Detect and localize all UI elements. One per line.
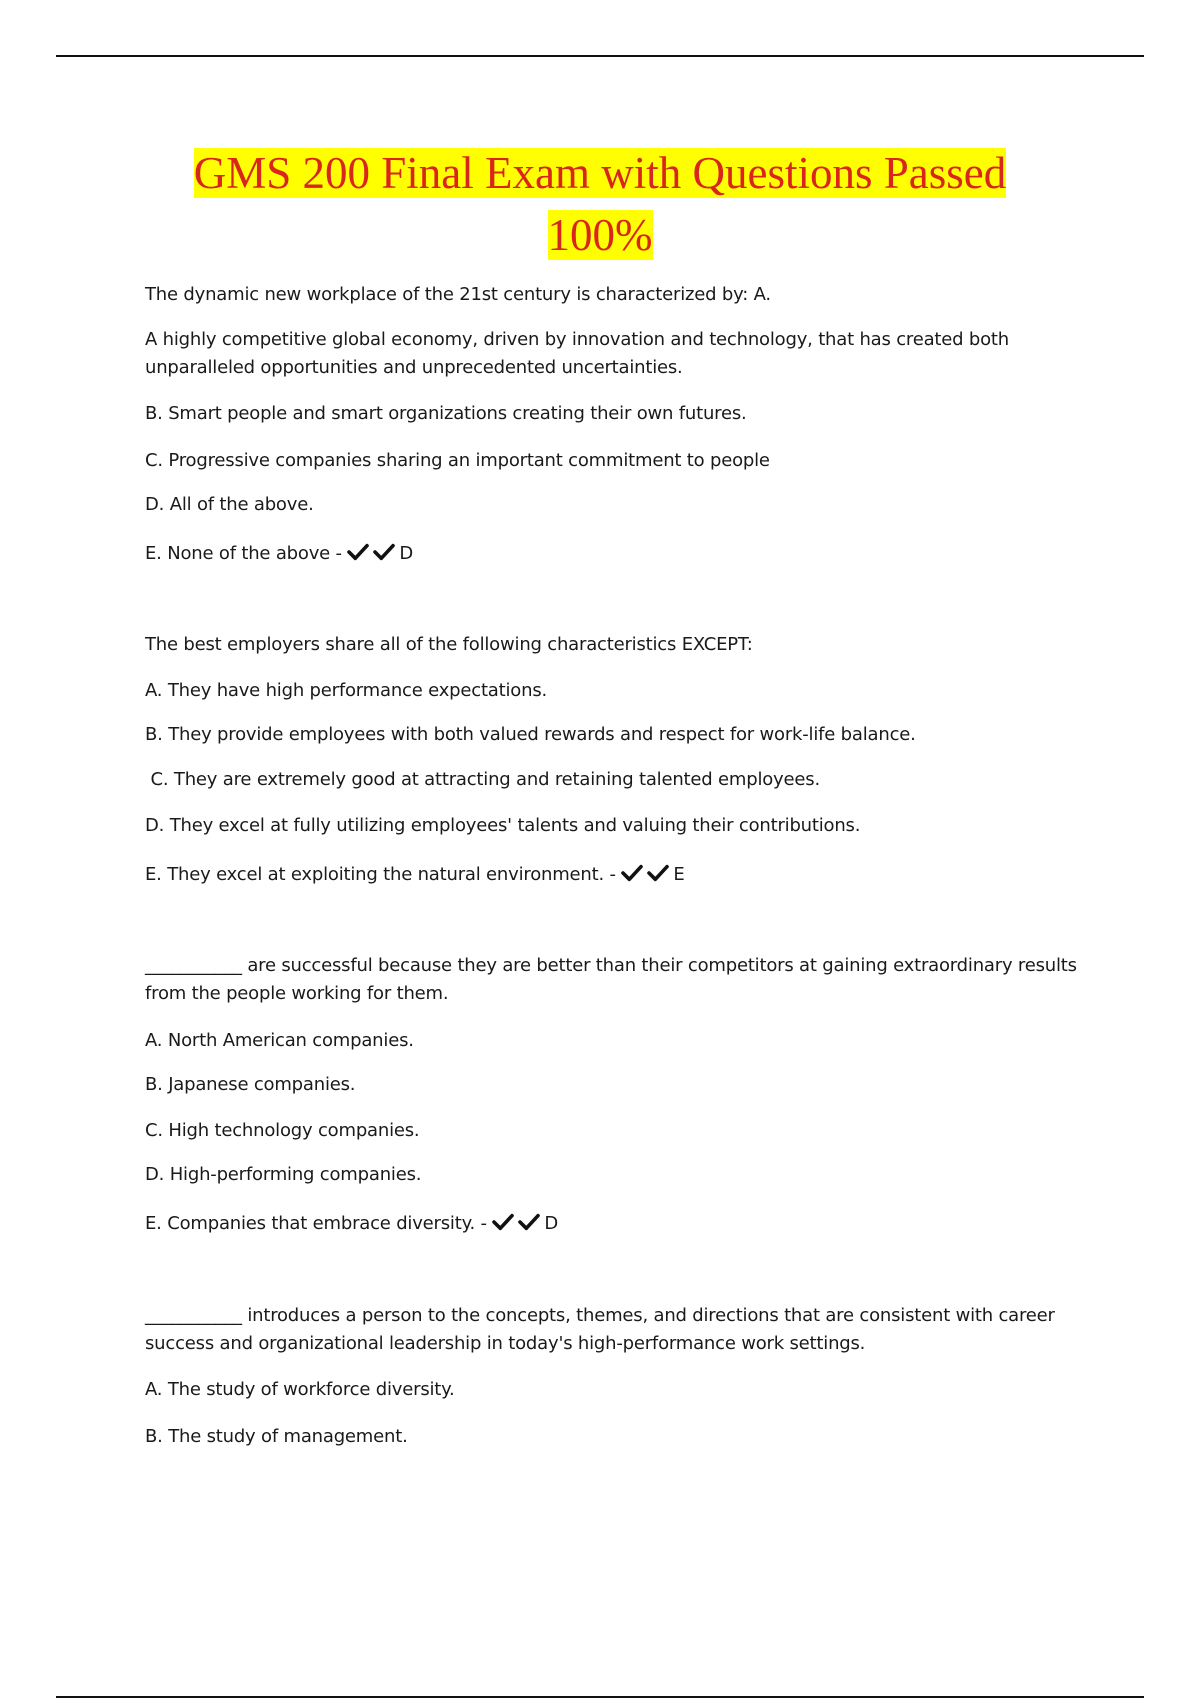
answer-option-with-key <box>145 540 1090 568</box>
question-stem: ___________ introduces a person to the concepts, themes, and directions that are consistent with career success and organizational leadership in today's high-performance work settings. <box>145 1305 1055 1354</box>
answer-option: A. The study of workforce diversity. <box>145 1379 455 1400</box>
checkmark-icon <box>518 1213 540 1231</box>
answer-option: C. Progressive companies sharing an important commitment to people <box>145 450 770 471</box>
answer-option: B. Japanese companies. <box>145 1074 356 1095</box>
answer-option: B. The study of management. <box>145 1426 408 1447</box>
answer-option: C. They are extremely good at attracting and retaining talented employees. <box>145 769 820 790</box>
answer-option: A highly competitive global economy, driven by innovation and technology, that has created both unparalleled opportunities and unprecedented uncertainties. <box>145 329 1009 378</box>
answer-option: E. None of the above - <box>145 543 342 564</box>
answer-option: A. North American companies. <box>145 1030 414 1051</box>
title-line-1: GMS 200 Final Exam with Questions Passed <box>193 148 1007 198</box>
answer-option: D. High-performing companies. <box>145 1164 422 1185</box>
answer-key: D <box>399 543 414 564</box>
question-stem: ___________ are successful because they are better than their competitors at gaining extraordinary results from the people working for them. <box>145 955 1077 1004</box>
checkmark-icon <box>347 543 369 561</box>
answer-option: E. Companies that embrace diversity. - <box>145 1213 487 1234</box>
checkmark-icon <box>621 864 643 882</box>
checkmark-icon <box>492 1213 514 1231</box>
answer-key: D <box>544 1213 559 1234</box>
answer-key: E <box>673 864 685 885</box>
bottom-rule <box>56 1696 1144 1698</box>
checkmark-icon <box>373 543 395 561</box>
checkmark-icon <box>647 864 669 882</box>
answer-option-with-key <box>145 861 1090 889</box>
title-line-2: 100% <box>547 210 653 260</box>
top-rule <box>56 55 1144 57</box>
document-title <box>0 142 1200 266</box>
answer-option-with-key <box>145 1210 1090 1238</box>
answer-option: D. All of the above. <box>145 494 314 515</box>
answer-option: B. Smart people and smart organizations creating their own futures. <box>145 403 747 424</box>
answer-option: C. High technology companies. <box>145 1120 420 1141</box>
answer-option: B. They provide employees with both valued rewards and respect for work-life balance. <box>145 724 916 745</box>
answer-option: E. They excel at exploiting the natural environment. - <box>145 864 616 885</box>
answer-option: D. They excel at fully utilizing employees' talents and valuing their contributions. <box>145 815 861 836</box>
answer-option: A. They have high performance expectations. <box>145 680 548 701</box>
question-stem: The dynamic new workplace of the 21st century is characterized by: A. <box>145 284 771 305</box>
question-stem: The best employers share all of the following characteristics EXCEPT: <box>145 634 753 655</box>
